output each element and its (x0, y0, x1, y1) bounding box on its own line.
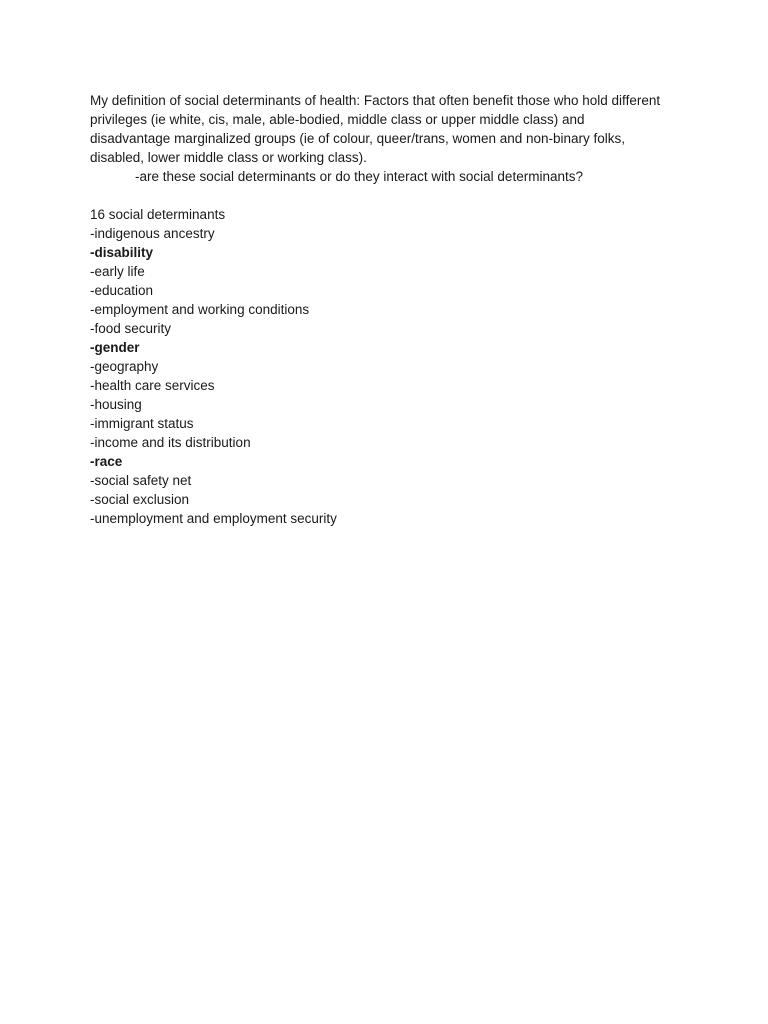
definition-line: My definition of social determinants of health: Factors that often benefit those who hold different (90, 93, 661, 108)
list-item: -indigenous ancestry (90, 226, 215, 241)
list-item: -food security (90, 321, 172, 336)
document-body (90, 91, 690, 528)
list-item: -race (90, 454, 123, 469)
blank-line (90, 186, 690, 205)
determinants-list (90, 224, 690, 528)
list-item: -social exclusion (90, 492, 190, 507)
list-item: -social safety net (90, 473, 192, 488)
list-item: -disability (90, 245, 154, 260)
list-item: -unemployment and employment security (90, 511, 337, 526)
definition-line: privileges (ie white, cis, male, able-bodied, middle class or upper middle class) and (90, 112, 585, 127)
list-item: -education (90, 283, 154, 298)
list-item: -income and its distribution (90, 435, 251, 450)
list-item: -early life (90, 264, 145, 279)
list-item: -geography (90, 359, 159, 374)
list-item: -health care services (90, 378, 215, 393)
question-line: -are these social determinants or do they interact with social determinants? (135, 169, 583, 184)
list-item: -employment and working conditions (90, 302, 310, 317)
list-heading: 16 social determinants (90, 207, 226, 222)
list-item: -immigrant status (90, 416, 194, 431)
list-item: -gender (90, 340, 140, 355)
definition-line: disabled, lower middle class or working class). (90, 150, 367, 165)
list-item: -housing (90, 397, 142, 412)
definition-paragraph (90, 91, 690, 186)
definition-line: disadvantage marginalized groups (ie of colour, queer/trans, women and non-binary folks, (90, 131, 626, 146)
